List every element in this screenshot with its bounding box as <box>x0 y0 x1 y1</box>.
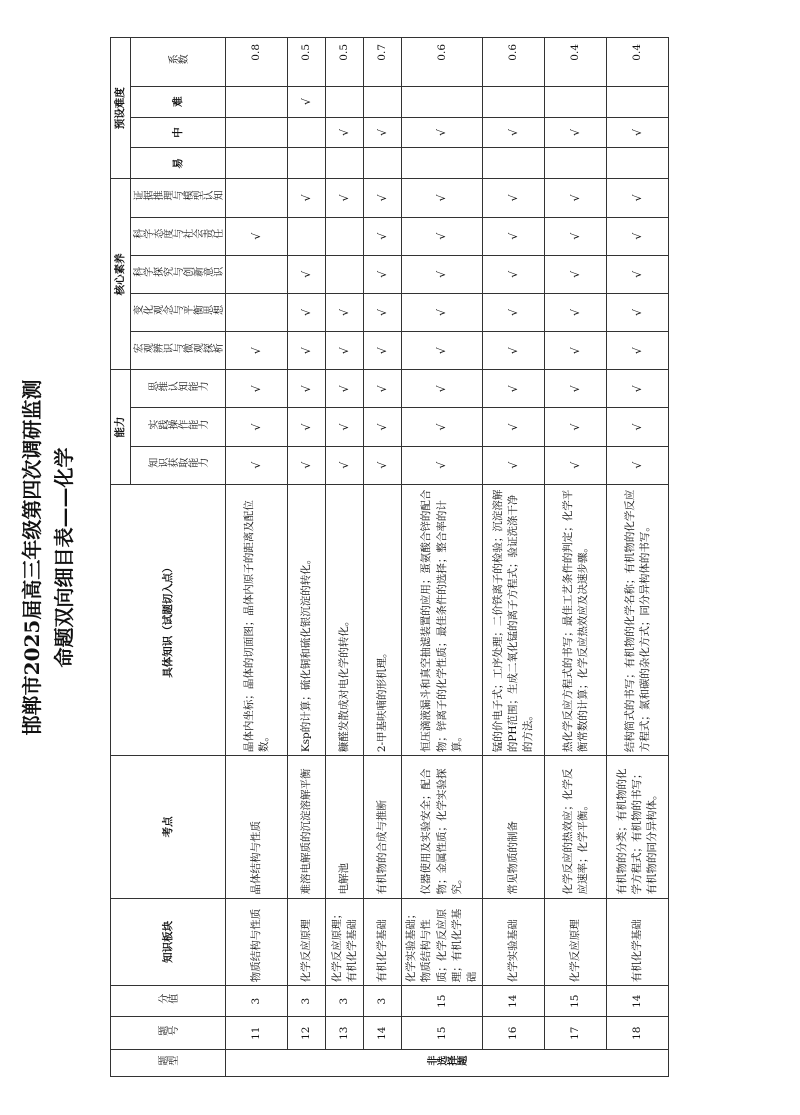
check-cell <box>483 86 545 117</box>
cell-num: 17 <box>545 1017 607 1050</box>
check-cell: √ <box>402 217 483 255</box>
check-cell <box>326 255 364 293</box>
question-type-cell: 非选择题 <box>226 1050 669 1077</box>
check-cell: √ <box>364 179 402 217</box>
check-cell: √ <box>545 179 607 217</box>
header-detail: 具体知识（试题切入点） <box>111 484 226 755</box>
check-cell <box>483 148 545 179</box>
check-cell: √ <box>402 332 483 370</box>
check-cell: √ <box>483 408 545 446</box>
cell-num: 18 <box>607 1017 669 1050</box>
cell-score: 3 <box>326 986 364 1017</box>
cell-detail: 2-甲基呋喃的形机理。 <box>364 484 402 755</box>
header-core-col: 变化观念与平衡思想 <box>131 293 226 331</box>
cell-module: 有机化学基础 <box>364 898 402 986</box>
check-cell: √ <box>483 117 545 148</box>
check-cell: √ <box>364 332 402 370</box>
check-cell <box>364 148 402 179</box>
check-cell: √ <box>326 408 364 446</box>
check-cell <box>288 148 326 179</box>
check-cell: √ <box>607 332 669 370</box>
header-ability-col: 知识获取能力 <box>131 446 226 484</box>
header-core: 核心素养 <box>111 179 131 370</box>
table-row <box>364 38 402 1077</box>
spec-table <box>110 37 669 1077</box>
check-cell: √ <box>364 370 402 408</box>
cell-module: 化学反应原理 <box>288 898 326 986</box>
check-cell: √ <box>545 255 607 293</box>
cell-score: 15 <box>545 986 607 1017</box>
cell-point: 化学反应的热效应；化学反应速率；化学平衡。 <box>545 756 607 898</box>
header-diff-col: 易 <box>131 148 226 179</box>
table-row <box>483 38 545 1077</box>
coefficient-cell: 0.6 <box>483 38 545 87</box>
check-cell <box>226 293 288 331</box>
check-cell: √ <box>402 179 483 217</box>
cell-point: 有机物的合成与推断 <box>364 756 402 898</box>
check-cell: √ <box>483 446 545 484</box>
header-diff-col: 系数 <box>131 38 226 87</box>
header-score: 分值 <box>111 986 226 1017</box>
header-type: 题型 <box>111 1050 226 1077</box>
check-cell: √ <box>364 117 402 148</box>
check-cell: √ <box>288 370 326 408</box>
check-cell: √ <box>364 293 402 331</box>
check-cell: √ <box>402 370 483 408</box>
cell-num: 13 <box>326 1017 364 1050</box>
check-cell: √ <box>402 117 483 148</box>
header-point: 考点 <box>111 756 226 898</box>
header-diff-col: 中 <box>131 117 226 148</box>
cell-point: 晶体结构与性质 <box>226 756 288 898</box>
check-cell <box>545 148 607 179</box>
check-cell: √ <box>607 179 669 217</box>
check-cell: √ <box>364 217 402 255</box>
check-cell: √ <box>402 293 483 331</box>
cell-num: 15 <box>402 1017 483 1050</box>
cell-module: 化学反应原理 <box>545 898 607 986</box>
cell-num: 11 <box>226 1017 288 1050</box>
document-subtitle: 命题双向细目表——化学 <box>52 447 76 668</box>
check-cell: √ <box>288 179 326 217</box>
coefficient-cell: 0.4 <box>607 38 669 87</box>
cell-detail: 锰的价电子式；工序处理；二价铁离子的检验；沉淀溶解的PH范围；生成二氧化锰的离子方程式；验证洗涤干净的方法。 <box>483 484 545 755</box>
table-row <box>607 38 669 1077</box>
coefficient-cell: 0.4 <box>545 38 607 87</box>
check-cell: √ <box>402 255 483 293</box>
check-cell <box>607 148 669 179</box>
cell-detail: 恒压滴液漏斗和真空抽滤装置的应用；蛋氨酸合锌的配合物；锌离子的化学性质；最佳条件的选择；整合率的计算。 <box>402 484 483 755</box>
check-cell: √ <box>326 446 364 484</box>
cell-module: 化学实验基础；物质结构与性质；化学反应原理；有机化学基础 <box>402 898 483 986</box>
cell-score: 15 <box>402 986 483 1017</box>
check-cell: √ <box>545 446 607 484</box>
check-cell: √ <box>364 255 402 293</box>
check-cell <box>402 86 483 117</box>
check-cell: √ <box>364 446 402 484</box>
check-cell: √ <box>545 217 607 255</box>
table-row <box>326 38 364 1077</box>
check-cell: √ <box>226 332 288 370</box>
header-core-col: 宏观辨识与微观探析 <box>131 332 226 370</box>
check-cell <box>226 255 288 293</box>
check-cell <box>402 148 483 179</box>
table-row <box>288 38 326 1077</box>
check-cell: √ <box>288 446 326 484</box>
cell-num: 16 <box>483 1017 545 1050</box>
cell-score: 14 <box>607 986 669 1017</box>
check-cell: √ <box>226 370 288 408</box>
check-cell: √ <box>288 293 326 331</box>
check-cell: √ <box>607 255 669 293</box>
check-cell <box>226 86 288 117</box>
cell-score: 3 <box>226 986 288 1017</box>
check-cell: √ <box>483 255 545 293</box>
check-cell <box>226 148 288 179</box>
check-cell: √ <box>607 408 669 446</box>
check-cell <box>326 86 364 117</box>
check-cell <box>288 117 326 148</box>
cell-detail: 晶体内坐标；晶体的切面图；晶体内原子的距离及配位数。 <box>226 484 288 755</box>
header-row-top <box>111 38 131 1077</box>
header-module: 知识板块 <box>111 898 226 986</box>
cell-detail: 热化学反应方程式的书写；最佳工艺条件的判定；化学平衡常数的计算；化学反应热效应及决速步骤。 <box>545 484 607 755</box>
header-num: 题号 <box>111 1017 226 1050</box>
check-cell: √ <box>326 117 364 148</box>
cell-num: 14 <box>364 1017 402 1050</box>
table-body <box>226 38 669 1077</box>
header-ability-col: 思维认知能力 <box>131 370 226 408</box>
check-cell: √ <box>545 332 607 370</box>
check-cell: √ <box>288 408 326 446</box>
check-cell: √ <box>607 117 669 148</box>
check-cell: √ <box>483 217 545 255</box>
check-cell: √ <box>545 408 607 446</box>
check-cell: √ <box>483 179 545 217</box>
cell-point: 常见物质的制备 <box>483 756 545 898</box>
coefficient-cell: 0.5 <box>288 38 326 87</box>
check-cell: √ <box>226 446 288 484</box>
header-core-col: 证据推理与模型认知 <box>131 179 226 217</box>
cell-point: 仪器使用及实验安全；配合物；金属性质；化学实验探究。 <box>402 756 483 898</box>
check-cell: √ <box>402 446 483 484</box>
check-cell: √ <box>326 370 364 408</box>
cell-point: 电解池 <box>326 756 364 898</box>
cell-point: 有机物的分类；有机物的化学方程式；有机物的书写；有机物的同分异构体。 <box>607 756 669 898</box>
check-cell: √ <box>288 332 326 370</box>
cell-module: 化学实验基础 <box>483 898 545 986</box>
table-row <box>402 38 483 1077</box>
check-cell: √ <box>226 217 288 255</box>
check-cell: √ <box>483 370 545 408</box>
cell-score: 3 <box>364 986 402 1017</box>
check-cell: √ <box>364 408 402 446</box>
check-cell <box>364 86 402 117</box>
cell-score: 14 <box>483 986 545 1017</box>
header-core-col: 科学态度与社会责任 <box>131 217 226 255</box>
check-cell: √ <box>288 86 326 117</box>
check-cell: √ <box>607 446 669 484</box>
header-diff-col: 难 <box>131 86 226 117</box>
header-difficulty: 预设难度 <box>111 38 131 179</box>
check-cell: √ <box>545 370 607 408</box>
check-cell: √ <box>402 408 483 446</box>
check-cell: √ <box>545 293 607 331</box>
check-cell: √ <box>326 332 364 370</box>
cell-point: 难溶电解质的沉淀溶解平衡 <box>288 756 326 898</box>
header-ability-col: 实践操作能力 <box>131 408 226 446</box>
table-row <box>226 38 288 1077</box>
check-cell <box>326 148 364 179</box>
cell-detail: 糠醛发散成对电化学的转化。 <box>326 484 364 755</box>
check-cell: √ <box>483 293 545 331</box>
header-core-col: 科学探究与创新意识 <box>131 255 226 293</box>
coefficient-cell: 0.6 <box>402 38 483 87</box>
check-cell <box>607 86 669 117</box>
header-ability: 能力 <box>111 370 131 485</box>
check-cell: √ <box>607 293 669 331</box>
cell-detail: Ksp的计算；硫化铜和硫化银沉淀的转化。 <box>288 484 326 755</box>
check-cell <box>226 179 288 217</box>
check-cell: √ <box>483 332 545 370</box>
coefficient-cell: 0.7 <box>364 38 402 87</box>
check-cell <box>326 217 364 255</box>
coefficient-cell: 0.5 <box>326 38 364 87</box>
check-cell: √ <box>326 179 364 217</box>
check-cell <box>226 117 288 148</box>
document-title: 邯郸市2025届高三年级第四次调研监测 <box>20 379 44 736</box>
check-cell: √ <box>607 217 669 255</box>
check-cell <box>545 86 607 117</box>
coefficient-cell: 0.8 <box>226 38 288 87</box>
cell-module: 物质结构与性质 <box>226 898 288 986</box>
check-cell: √ <box>326 293 364 331</box>
cell-score: 3 <box>288 986 326 1017</box>
check-cell: √ <box>545 117 607 148</box>
cell-num: 12 <box>288 1017 326 1050</box>
cell-module: 化学反应原理；有机化学基础 <box>326 898 364 986</box>
check-cell: √ <box>226 408 288 446</box>
cell-detail: 结构简式的书写；有机物的化学名称；有机物的化学反应方程式；氮和碳的杂化方式；同分异构体的书写。 <box>607 484 669 755</box>
check-cell: √ <box>607 370 669 408</box>
cell-module: 有机化学基础 <box>607 898 669 986</box>
check-cell <box>288 217 326 255</box>
table-row <box>545 38 607 1077</box>
check-cell: √ <box>288 255 326 293</box>
